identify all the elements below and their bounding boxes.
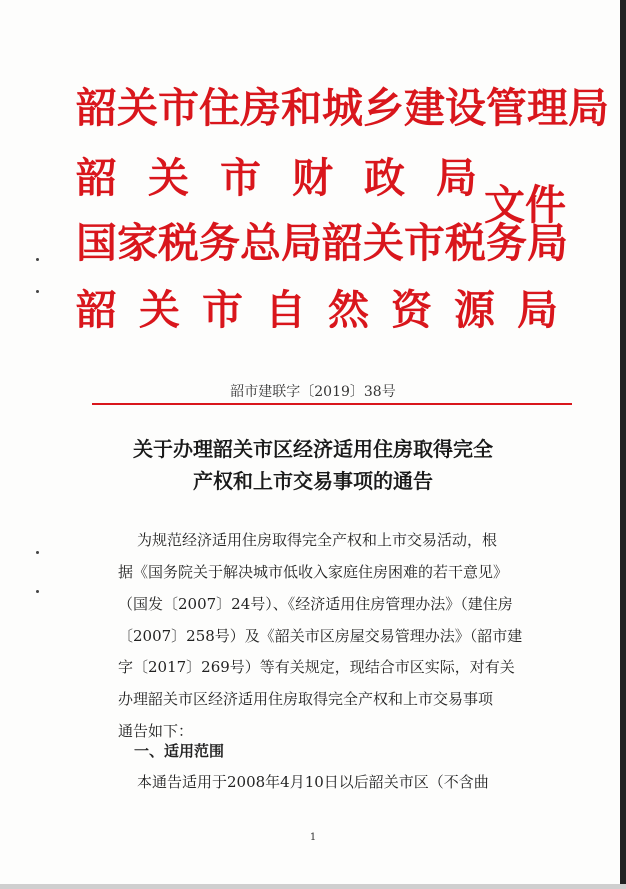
document-number: 韶市建联字〔2019〕38号 — [230, 384, 396, 400]
section-heading: 一、适用范围 — [134, 742, 225, 760]
body-line: 据《国务院关于解决城市低收入家庭住房困难的若干意见》 — [118, 563, 509, 581]
body-line: （国发〔2007〕24号）、《经济适用住房管理办法》（建住房 — [118, 595, 513, 613]
body-line: 办理韶关市区经济适用住房取得完全产权和上市交易事项 — [118, 690, 494, 708]
scan-edge-bottom — [0, 884, 626, 889]
issuer-tax-bureau: 国家税务总局韶关市税务局 — [76, 219, 568, 267]
scan-speck — [36, 258, 39, 261]
body-line: 字〔2017〕269号）等有关规定，现结合市区实际，对有关 — [118, 658, 515, 676]
issuer-natural-resources-bureau: 韶关市自然资源局 — [76, 286, 580, 334]
document-suffix: 文件 — [484, 181, 566, 229]
section-text: 本通告适用于2008年4月10日以后韶关市区（不含曲 — [137, 773, 489, 791]
body-line: 通告如下： — [118, 722, 194, 740]
scan-speck — [36, 551, 39, 554]
page-number: 1 — [309, 832, 317, 843]
issuer-finance-bureau: 韶关市财政局 — [76, 154, 508, 202]
title-line-1: 关于办理韶关市区经济适用住房取得完全 — [133, 437, 493, 461]
issuer-housing-bureau: 韶关市住房和城乡建设管理局 — [76, 84, 609, 132]
red-divider — [92, 403, 572, 405]
body-line: 为规范经济适用住房取得完全产权和上市交易活动，根 — [137, 531, 498, 549]
scan-speck — [36, 590, 39, 593]
title-line-2: 产权和上市交易事项的通告 — [193, 469, 433, 493]
scan-speck — [36, 290, 39, 293]
scan-edge-right — [620, 0, 626, 889]
body-line: 〔2007〕258号）及《韶关市区房屋交易管理办法》（韶市建 — [118, 627, 523, 645]
